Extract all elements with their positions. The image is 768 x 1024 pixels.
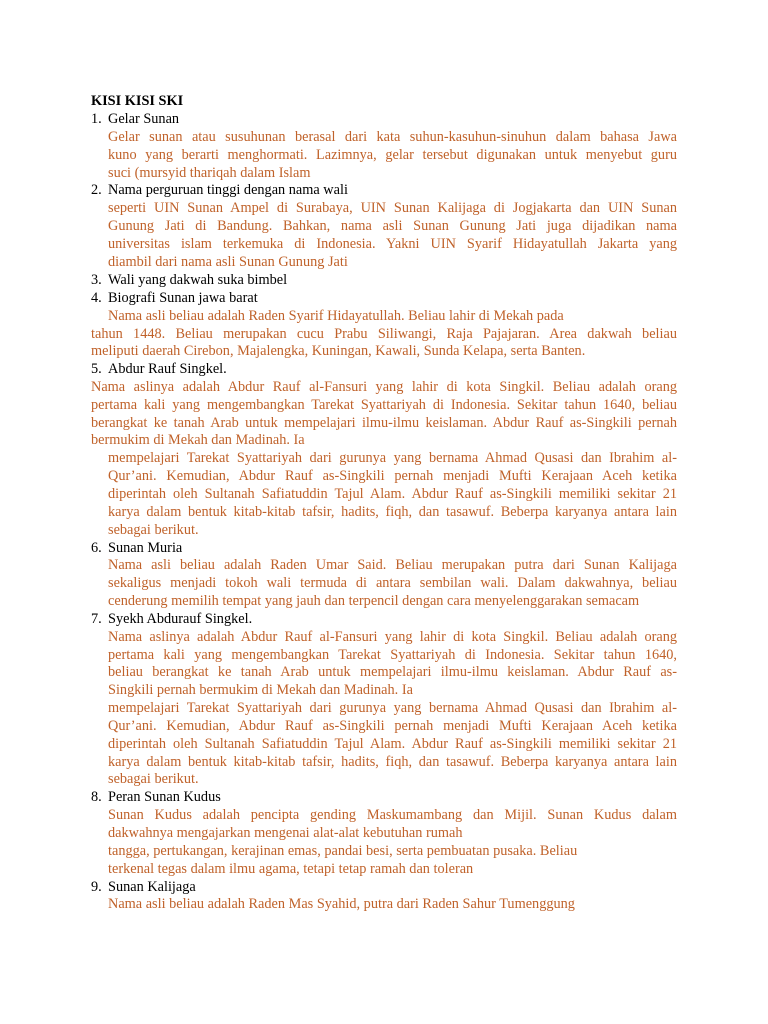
item-text-line: cenderung memilih tempat yang jauh dan terpencil dengan cara menyelenggarakan semacam <box>108 593 640 609</box>
item-number: 5. <box>91 361 102 377</box>
item-text-line: Nama aslinya adalah Abdur Rauf al-Fansuri yang lahir di kota Singkil. Beliau adalah orang <box>108 629 677 645</box>
item-text-line: Qur’ani. Kemudian, Abdur Rauf as-Singkili pernah menjadi Mufti Kerajaan Aceh ketika <box>108 718 677 734</box>
item-heading: Gelar Sunan <box>108 111 180 127</box>
item-text-line: karya dalam bentuk kitab-kitab tafsir, hadits, fiqh, dan tasawuf. Beberpa karyanya antara lain <box>108 754 677 770</box>
item-text-line: tahun 1448. Beliau merupakan cucu Prabu Siliwangi, Raja Pajajaran. Area dakwah beliau <box>91 326 677 342</box>
item-text-line: diperintah oleh Sultanah Safiatuddin Tajul Alam. Abdur Rauf as-Singkili memiliki sekitar 21 <box>108 736 677 752</box>
item-text-line: Gunung Jati di Bandung. Bahkan, nama asli Sunan Gunung Jati juga dijadikan nama <box>108 218 677 234</box>
item-text-line: suci (mursyid thariqah dalam Islam <box>108 165 311 181</box>
item-text-line: Nama asli beliau adalah Raden Syarif Hidayatullah. Beliau lahir di Mekah pada <box>108 308 564 324</box>
item-heading: Wali yang dakwah suka bimbel <box>108 272 288 288</box>
item-text-line: sekaligus menjadi tokoh wali termuda di antara sembilan wali. Dalam dakwahnya, beliau <box>108 575 677 591</box>
item-number: 4. <box>91 290 102 306</box>
item-text-line: bermukim di Mekah dan Madinah. Ia <box>91 432 305 448</box>
document-title: KISI KISI SKI <box>91 93 184 109</box>
item-text-line: pertama kali yang mengembangkan Tarekat Syattariyah di Indonesia. Sekitar tahun 1640, beliau <box>91 397 677 413</box>
item-text-line: beliau berangkat ke tanah Arab untuk mempelajari ilmu-ilmu keislaman. Abdur Rauf as- <box>108 664 677 680</box>
item-heading: Sunan Muria <box>108 540 183 556</box>
item-text-line: meliputi daerah Cirebon, Majalengka, Kuningan, Kawali, Sunda Kelapa, serta Banten. <box>91 343 586 359</box>
item-text-line: Nama aslinya adalah Abdur Rauf al-Fansuri yang lahir di kota Singkil. Beliau adalah orang <box>91 379 677 395</box>
item-text-line: kuno yang berarti menghormati. Lazimnya, gelar tersebut digunakan untuk menyebut guru <box>108 147 677 163</box>
item-text-line: tangga, pertukangan, kerajinan emas, pandai besi, serta pembuatan pusaka. Beliau <box>108 843 578 859</box>
item-heading: Peran Sunan Kudus <box>108 789 221 805</box>
item-number: 2. <box>91 182 102 198</box>
item-number: 8. <box>91 789 102 805</box>
item-text-line: sebagai berikut. <box>108 771 199 787</box>
item-heading: Syekh Abdurauf Singkel. <box>108 611 253 627</box>
item-text-line: Gelar sunan atau susuhunan berasal dari kata suhun-kasuhun-sinuhun dalam bahasa Jawa <box>108 129 677 145</box>
item-text-line: Singkili pernah bermukim di Mekah dan Madinah. Ia <box>108 682 413 698</box>
item-heading: Sunan Kalijaga <box>108 879 196 895</box>
item-text-line: pertama kali yang mengembangkan Tarekat Syattariyah di Indonesia. Sekitar tahun 1640, <box>108 647 677 663</box>
item-text-line: terkenal tegas dalam ilmu agama, tetapi tetap ramah dan toleran <box>108 861 474 877</box>
item-text-line: seperti UIN Sunan Ampel di Surabaya, UIN Sunan Kalijaga di Jogjakarta dan UIN Sunan <box>108 200 677 216</box>
item-number: 9. <box>91 879 102 895</box>
item-text-line: diambil dari nama asli Sunan Gunung Jati <box>108 254 348 270</box>
item-text-line: Nama asli beliau adalah Raden Umar Said. Beliau merupakan putra dari Sunan Kalijaga <box>108 557 677 573</box>
item-number: 7. <box>91 611 102 627</box>
item-text-line: diperintah oleh Sultanah Safiatuddin Tajul Alam. Abdur Rauf as-Singkili memiliki sekitar 21 <box>108 486 677 502</box>
item-text-line: karya dalam bentuk kitab-kitab tafsir, hadits, fiqh, dan tasawuf. Beberpa karyanya antara lain <box>108 504 677 520</box>
item-heading: Nama perguruan tinggi dengan nama wali <box>108 182 348 198</box>
item-text-line: Sunan Kudus adalah pencipta gending Maskumambang dan Mijil. Sunan Kudus dalam <box>108 807 677 823</box>
item-heading: Biografi Sunan jawa barat <box>108 290 258 306</box>
item-number: 1. <box>91 111 102 127</box>
item-text-line: mempelajari Tarekat Syattariyah dari gurunya yang bernama Ahmad Qusasi dan Ibrahim al- <box>108 450 677 466</box>
item-text-line: sebagai berikut. <box>108 522 199 538</box>
item-text-line: dakwahnya mengajarkan mengenai alat-alat kebutuhan rumah <box>108 825 463 841</box>
item-text-line: berangkat ke tanah Arab untuk mempelajari ilmu-ilmu keislaman. Abdur Rauf as-Singkili pernah <box>91 415 677 431</box>
item-text-line: universitas islam terkemuka di Indonesia. Yakni UIN Syarif Hidayatullah Jakarta yang <box>108 236 677 252</box>
item-heading: Abdur Rauf Singkel. <box>108 361 227 377</box>
item-text-line: mempelajari Tarekat Syattariyah dari gurunya yang bernama Ahmad Qusasi dan Ibrahim al- <box>108 700 677 716</box>
item-number: 3. <box>91 272 102 288</box>
item-text-line: Nama asli beliau adalah Raden Mas Syahid, putra dari Raden Sahur Tumenggung <box>108 896 575 912</box>
item-number: 6. <box>91 540 102 556</box>
item-text-line: Qur’ani. Kemudian, Abdur Rauf as-Singkili pernah menjadi Mufti Kerajaan Aceh ketika <box>108 468 677 484</box>
